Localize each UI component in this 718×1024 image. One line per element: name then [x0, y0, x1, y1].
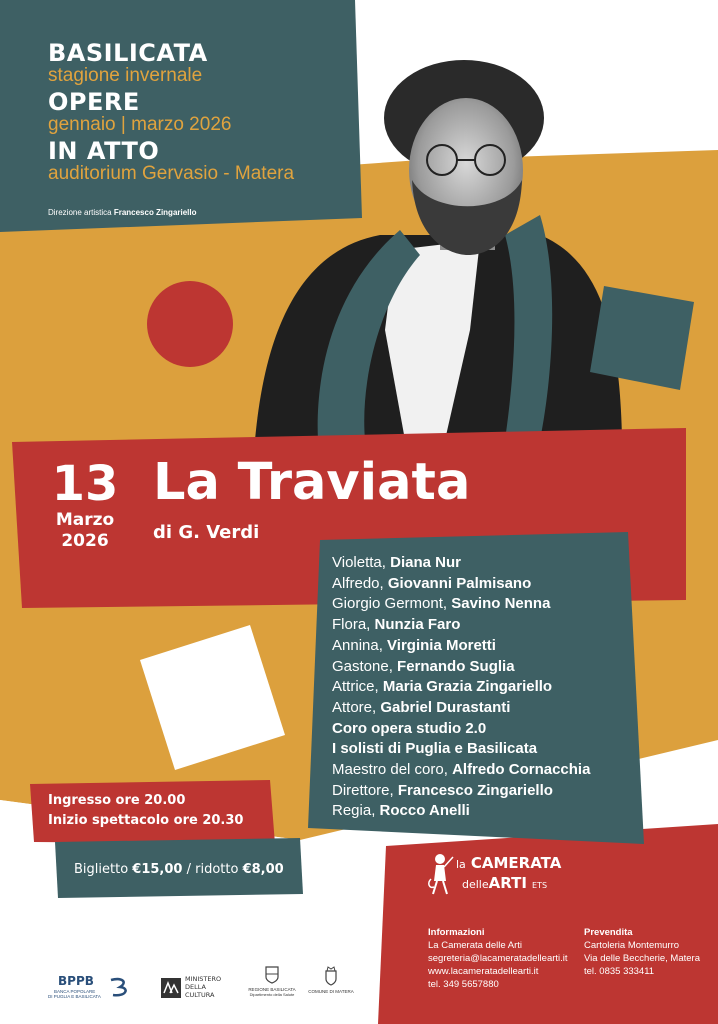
- logo-prefix: la: [456, 858, 466, 871]
- ministero-line1: MINISTERO: [185, 975, 222, 983]
- ticket-sep: / ridotto: [182, 862, 243, 877]
- cast-row: [332, 719, 486, 739]
- sponsor-comune: [306, 966, 356, 1006]
- bppb-mark-icon: [108, 976, 130, 998]
- ministero-line2: DELLA: [185, 983, 206, 991]
- bppb-sub2: DI PUGLIA E BASILICATA: [48, 994, 101, 999]
- cast-row: [332, 677, 552, 697]
- cast-row: [332, 553, 461, 573]
- cast-row: [332, 594, 550, 614]
- header-block: [48, 41, 294, 185]
- ticket-reduced: €8,00: [242, 862, 284, 877]
- event-day: 13: [51, 456, 119, 512]
- cast-role: Giorgio Germont,: [332, 595, 452, 613]
- sponsor-regione: [242, 966, 302, 1006]
- cast-role: Attore,: [332, 698, 381, 716]
- ticket-text: [74, 862, 284, 877]
- info-heading: Informazioni: [428, 927, 485, 938]
- cast-name: Francesco Zingariello: [397, 781, 553, 799]
- cast-role: Alfredo,: [332, 574, 388, 592]
- cast-role: Maestro del coro,: [332, 761, 453, 778]
- cast-row: [332, 760, 590, 780]
- cast-name: Giovanni Palmisano: [387, 574, 532, 592]
- event-month: Marzo: [55, 510, 115, 530]
- info-org: La Camerata delle Arti: [428, 940, 522, 951]
- cast-role: Regia,: [332, 802, 380, 820]
- cast-name: Rocco Anelli: [379, 802, 470, 820]
- presale-address: Via delle Beccherie, Matera: [584, 953, 700, 964]
- header-season: stagione invernale: [48, 65, 203, 86]
- cast-list: [332, 553, 632, 823]
- cast-row: [332, 657, 515, 677]
- cast-role: Gastone,: [332, 657, 398, 675]
- regione-line2: Dipartimento della Salute: [249, 992, 295, 997]
- cast-row: [332, 574, 531, 594]
- cast-name: Nunzia Faro: [374, 616, 461, 634]
- ministero-line3: CULTURA: [185, 991, 215, 999]
- direction-name: Francesco Zingariello: [113, 208, 197, 217]
- event-composer: di G. Verdi: [153, 522, 260, 543]
- cast-role: Direttore,: [332, 781, 398, 799]
- artistic-direction: [48, 208, 197, 217]
- event-date: [40, 458, 130, 552]
- bppb-sub1: BANCA POPOLARE: [54, 989, 96, 994]
- header-subtitle: IN ATTO: [48, 137, 160, 165]
- entry-time: Ingresso ore 20.00: [48, 793, 186, 808]
- logo-main: CAMERATA: [470, 854, 562, 872]
- presale-block: [584, 926, 700, 978]
- event-year: 2026: [61, 531, 109, 551]
- header-region: BASILICATA: [48, 39, 208, 67]
- cast-row: [332, 739, 537, 759]
- start-time: Inizio spettacolo ore 20.30: [48, 813, 244, 828]
- cast-name: Virginia Moretti: [387, 636, 496, 654]
- presale-tel: tel. 0835 333411: [584, 966, 655, 977]
- direction-label: Direzione artistica: [48, 208, 112, 217]
- cast-name: Diana Nur: [390, 554, 461, 571]
- times-text: [48, 791, 243, 831]
- cast-name: I solisti di Puglia e Basilicata: [332, 740, 538, 758]
- white-square: [130, 615, 300, 785]
- musician-icon: [428, 851, 454, 895]
- cast-role: Annina,: [332, 636, 388, 654]
- cast-name: Gabriel Durastanti: [380, 698, 511, 716]
- ministero-logo-icon: [160, 977, 182, 999]
- camerata-logo: [428, 849, 568, 897]
- comune-name: COMUNE DI MATERA: [308, 989, 354, 994]
- cast-role: Flora,: [332, 616, 375, 634]
- logo-arti: ARTI: [488, 874, 527, 892]
- logo-ets: ETS: [532, 881, 548, 890]
- bppb-name: BPPB: [58, 974, 94, 988]
- event-title: La Traviata: [153, 453, 471, 512]
- cast-name: Coro opera studio 2.0: [332, 719, 487, 737]
- cast-row: [332, 615, 460, 635]
- cast-role: Violetta,: [332, 554, 391, 571]
- cast-name: Savino Nenna: [451, 595, 551, 613]
- cast-name: Maria Grazia Zingariello: [382, 678, 553, 696]
- info-block: [428, 926, 568, 991]
- ticket-label: Biglietto: [74, 862, 133, 877]
- header-dates: gennaio | marzo 2026: [48, 114, 232, 135]
- cast-name: Alfredo Cornacchia: [452, 761, 591, 778]
- info-tel: tel. 349 5657880: [428, 979, 499, 990]
- header-category: OPERE: [48, 88, 140, 116]
- teal-square: [590, 280, 710, 400]
- ticket-price: €15,00: [132, 862, 183, 877]
- cast-role: Attrice,: [332, 678, 383, 696]
- regione-shield-icon: [264, 966, 280, 984]
- header-venue: auditorium Gervasio - Matera: [48, 163, 295, 184]
- presale-heading: Prevendita: [584, 927, 633, 938]
- cast-row: [332, 636, 496, 656]
- cast-row: [332, 801, 470, 821]
- comune-crest-icon: [323, 966, 339, 986]
- regione-line1: REGIONE BASILICATA: [248, 987, 296, 992]
- presale-shop: Cartoleria Montemurro: [584, 940, 680, 951]
- cast-row: [332, 781, 553, 801]
- cast-name: Fernando Suglia: [397, 657, 515, 675]
- sponsor-ministero: [160, 974, 232, 1002]
- sponsor-bppb: [46, 974, 136, 1002]
- logo-delle: delle: [462, 878, 489, 891]
- info-email[interactable]: segreteria@lacameratadellearti.it: [428, 953, 568, 964]
- cast-row: [332, 698, 510, 718]
- info-web[interactable]: www.lacameratadellearti.it: [428, 966, 539, 977]
